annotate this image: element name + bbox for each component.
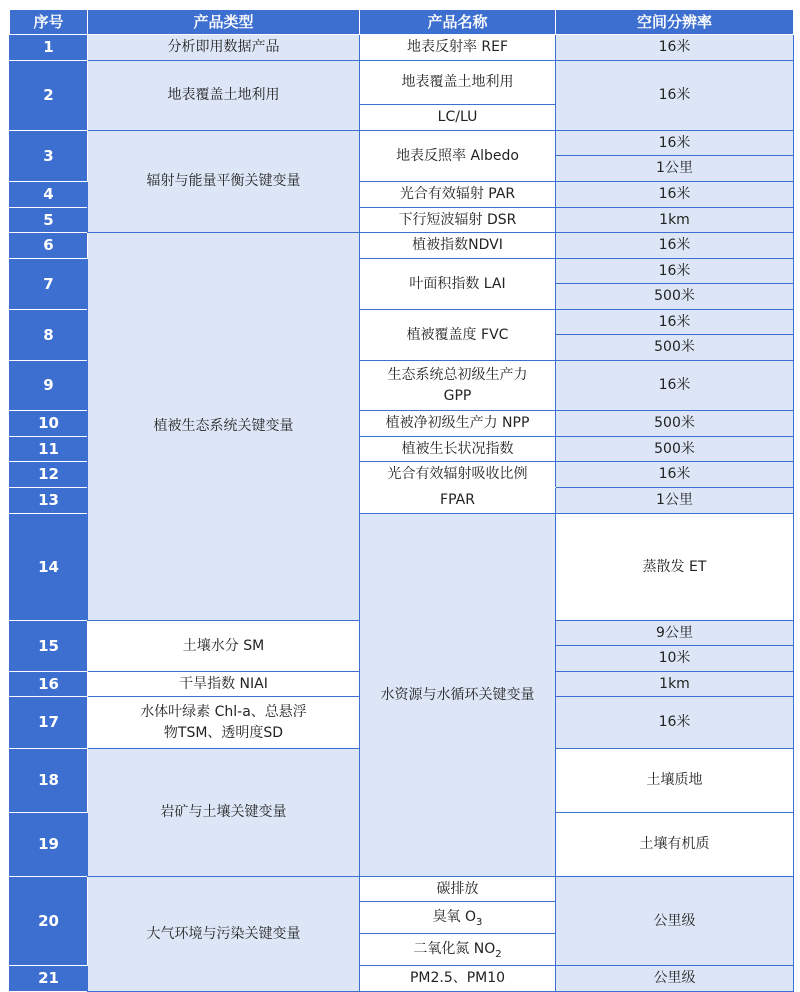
product-name-cell: 地表覆盖土地利用 <box>360 61 556 105</box>
product-name-cell: 下行短波辐射 DSR <box>360 208 556 233</box>
product-type-cell: 辐射与能量平衡关键变量 <box>88 131 360 233</box>
product-name-cell: 叶面积指数 LAI <box>360 259 556 310</box>
row-number: 10 <box>10 411 88 437</box>
row-number: 9 <box>10 361 88 411</box>
product-name-cell <box>360 902 556 934</box>
row-number: 14 <box>10 514 88 621</box>
resolution-cell: 公里级 <box>556 966 794 992</box>
table-row <box>10 35 794 61</box>
row-number: 4 <box>10 182 88 208</box>
table-row <box>10 131 794 156</box>
resolution-cell: 500米 <box>556 437 794 462</box>
product-table-container <box>9 9 794 992</box>
product-name-cell: 土壤水分 SM <box>88 621 360 672</box>
product-name-cell <box>88 697 360 749</box>
row-number: 21 <box>10 966 88 992</box>
product-name-cell: 植被覆盖度 FVC <box>360 310 556 361</box>
resolution-cell: 16米 <box>556 462 794 488</box>
product-name-cell <box>360 361 556 411</box>
product-table <box>9 9 794 992</box>
resolution-cell: 500米 <box>556 335 794 361</box>
product-name-line1: 生态系统总初级生产力 <box>387 366 528 383</box>
row-number: 8 <box>10 310 88 361</box>
product-type-cell: 地表覆盖土地利用 <box>88 61 360 131</box>
resolution-cell: 公里级 <box>556 877 794 966</box>
row-number: 15 <box>10 621 88 672</box>
subscript: 2 <box>495 948 502 960</box>
resolution-cell: 1km <box>556 672 794 697</box>
product-name-cell: 植被净初级生产力 NPP <box>360 411 556 437</box>
row-number: 1 <box>10 35 88 61</box>
resolution-cell: 16米 <box>556 35 794 61</box>
row-number: 6 <box>10 233 88 259</box>
product-type-cell: 岩矿与土壤关键变量 <box>88 749 360 877</box>
product-name-text: 臭氧 O <box>432 909 477 925</box>
resolution-cell: 16米 <box>556 697 794 749</box>
table-row <box>10 877 794 902</box>
row-number: 2 <box>10 61 88 131</box>
resolution-cell: 16米 <box>556 131 794 156</box>
row-number: 13 <box>10 488 88 514</box>
product-name-cell: 地表反照率 Albedo <box>360 131 556 182</box>
product-type-cell: 植被生态系统关键变量 <box>88 233 360 621</box>
product-name-line2: 物TSM、透明度SD <box>163 724 284 741</box>
product-name-cell: 植被指数NDVI <box>360 233 556 259</box>
product-name-cell: 碳排放 <box>360 877 556 902</box>
header-name: 产品名称 <box>360 10 556 35</box>
resolution-cell: 9公里 <box>556 621 794 646</box>
resolution-cell: 16米 <box>556 310 794 335</box>
product-name-cell: PM2.5、PM10 <box>360 966 556 992</box>
product-name-cell: FPAR <box>360 488 556 514</box>
table-row <box>10 233 794 259</box>
product-name-text: 二氧化氮 NO <box>413 941 496 957</box>
row-number: 5 <box>10 208 88 233</box>
resolution-cell: 1公里 <box>556 156 794 182</box>
row-number: 12 <box>10 462 88 488</box>
product-name-cell: 土壤有机质 <box>556 813 794 877</box>
subscript: 3 <box>476 916 483 928</box>
product-name-cell: LC/LU <box>360 105 556 131</box>
resolution-cell: 16米 <box>556 361 794 411</box>
resolution-cell: 10米 <box>556 646 794 672</box>
header-row <box>10 10 794 35</box>
product-name-cell: 蒸散发 ET <box>556 514 794 621</box>
product-name-line1: 水体叶绿素 Chl-a、总悬浮 <box>140 703 307 720</box>
resolution-cell: 500米 <box>556 284 794 310</box>
table-row <box>10 61 794 105</box>
resolution-cell: 16米 <box>556 233 794 259</box>
product-name-cell: 光合有效辐射 PAR <box>360 182 556 208</box>
resolution-cell: 500米 <box>556 411 794 437</box>
resolution-cell: 1公里 <box>556 488 794 514</box>
product-name-cell: 干旱指数 NIAI <box>88 672 360 697</box>
resolution-cell: 1km <box>556 208 794 233</box>
product-name-cell: 植被生长状况指数 <box>360 437 556 462</box>
row-number: 19 <box>10 813 88 877</box>
header-type: 产品类型 <box>88 10 360 35</box>
product-type-cell: 分析即用数据产品 <box>88 35 360 61</box>
resolution-cell: 16米 <box>556 61 794 131</box>
header-seq: 序号 <box>10 10 88 35</box>
row-number: 11 <box>10 437 88 462</box>
product-name-cell <box>360 934 556 966</box>
product-name-cell: 光合有效辐射吸收比例 <box>360 462 556 488</box>
product-name-cell: 地表反射率 REF <box>360 35 556 61</box>
row-number: 3 <box>10 131 88 182</box>
row-number: 7 <box>10 259 88 310</box>
product-name-cell: 土壤质地 <box>556 749 794 813</box>
row-number: 20 <box>10 877 88 966</box>
row-number: 16 <box>10 672 88 697</box>
resolution-cell: 16米 <box>556 182 794 208</box>
resolution-cell: 16米 <box>556 259 794 284</box>
row-number: 17 <box>10 697 88 749</box>
product-type-cell: 大气环境与污染关键变量 <box>88 877 360 992</box>
row-number: 18 <box>10 749 88 813</box>
product-type-cell: 水资源与水循环关键变量 <box>360 514 556 877</box>
product-name-line2: GPP <box>443 387 472 404</box>
header-resolution: 空间分辨率 <box>556 10 794 35</box>
